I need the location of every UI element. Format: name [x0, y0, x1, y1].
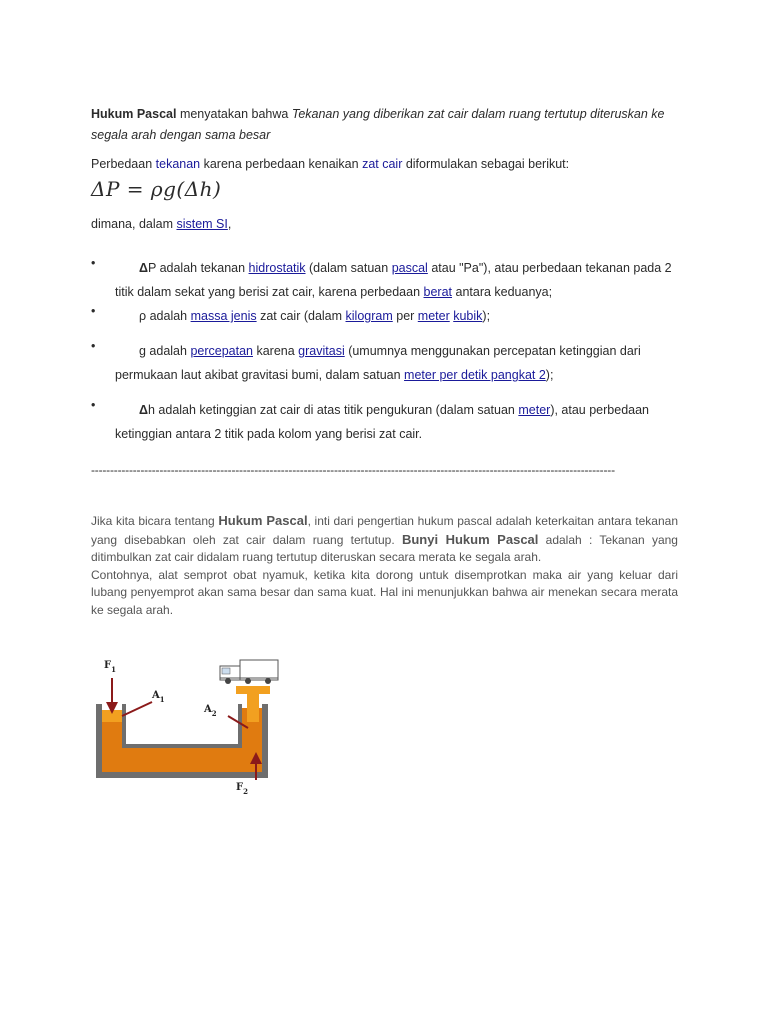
definition-delta-p: [91, 256, 681, 304]
formula-intro-text: diformulakan sebagai berikut:: [402, 157, 570, 171]
intro-verb: menyatakan bahwa: [176, 107, 292, 121]
f2-label: $F_2$: [236, 782, 248, 796]
delta-symbol: Δ: [139, 261, 148, 275]
link-berat[interactable]: berat: [423, 285, 453, 299]
si-line: [91, 217, 231, 231]
link-sistem-si[interactable]: sistem SI: [176, 217, 228, 231]
def-text: per: [392, 309, 418, 323]
explanation-paragraph: [91, 512, 678, 619]
definition-g: [91, 339, 681, 387]
def-text: ρ adalah: [139, 309, 191, 323]
bullet-icon: •: [91, 256, 96, 270]
def-text: atau "Pa"), atau perbedaan tekanan pada 2 titik dalam sekat yang berisi zat cair, karena perbedaan: [115, 261, 672, 299]
def-text: (dalam satuan: [305, 261, 392, 275]
formula-intro: [91, 157, 569, 171]
hukum-pascal-bold: Hukum Pascal: [218, 513, 308, 528]
definition-list: [91, 256, 681, 446]
bunyi-hukum-pascal-bold: Bunyi Hukum Pascal: [401, 531, 539, 547]
link-zat-cair[interactable]: zat cair: [362, 157, 403, 171]
intro-quote: Tekanan yang diberikan zat cair dalam ruang tertutup diteruskan ke segala arah dengan sama besar: [91, 107, 665, 142]
divider-line: ------------------------------------------------------------------------------------------------------------------------------------------: [91, 463, 615, 477]
link-meter[interactable]: meter: [518, 403, 551, 417]
def-text: (umumnya menggunakan percepatan ketinggian dari permukaan laut akibat gravitasi bumi, dalam satuan: [115, 344, 641, 382]
bullet-icon: •: [91, 398, 96, 412]
def-text: ), atau perbedaan ketinggian antara 2 titik pada kolom yang berisi zat cair.: [115, 403, 650, 441]
expl-text: Jika kita bicara tentang: [91, 514, 219, 528]
definition-rho: [91, 304, 681, 328]
liquid-bottom: [102, 748, 262, 772]
intro-paragraph: [91, 104, 691, 146]
link-percepatan[interactable]: percepatan: [190, 344, 253, 358]
definition-delta-h: [91, 398, 681, 446]
bullet-icon: •: [91, 339, 96, 353]
link-kilogram[interactable]: kilogram: [345, 309, 393, 323]
def-text: antara keduanya;: [452, 285, 553, 299]
bullet-icon: •: [91, 304, 96, 318]
link-meter-per-detik[interactable]: meter per detik pangkat 2: [404, 368, 546, 382]
delta-symbol: Δ: [139, 403, 148, 417]
expl-text: Contohnya, alat semprot obat nyamuk, ketika kita dorong untuk disemprotkan maka air yang keluar dari lubang penyemprot akan sama besar dan sama kuat. Hal ini menunjukkan bahwa air menekan secara merata ke segala arah.: [91, 567, 678, 617]
def-text: P adalah tekanan: [147, 261, 249, 275]
hydraulic-press-diagram: [90, 652, 290, 802]
expl-text: adalah : Tekanan yang ditimbulkan zat cair didalam ruang tertutup diteruskan secara merata ke segala arah.: [91, 532, 678, 564]
link-gravitasi[interactable]: gravitasi: [298, 344, 345, 358]
large-piston-stem: [247, 692, 259, 722]
hukum-pascal-term: Hukum Pascal: [91, 107, 177, 121]
formula-intro-text: karena perbedaan kenaikan: [200, 157, 363, 171]
def-text: );: [482, 309, 491, 323]
link-kubik[interactable]: kubik: [453, 309, 483, 323]
def-text: h adalah ketinggian zat cair di atas titik pengukuran (dalam satuan: [147, 403, 519, 417]
si-line-text: dimana, dalam: [91, 217, 177, 231]
large-piston-plate: [236, 686, 270, 694]
def-text: );: [545, 368, 554, 382]
link-pascal[interactable]: pascal: [391, 261, 428, 275]
si-line-text: ,: [227, 217, 232, 231]
a2-label: $A_2$: [204, 704, 217, 718]
a1-label: $A_1$: [152, 690, 165, 704]
def-text: zat cair (dalam: [256, 309, 346, 323]
truck-icon: [220, 660, 278, 684]
def-text: karena: [253, 344, 299, 358]
link-massa-jenis[interactable]: massa jenis: [190, 309, 257, 323]
link-hidrostatik[interactable]: hidrostatik: [248, 261, 306, 275]
def-text: g adalah: [139, 344, 191, 358]
formula-intro-text: Perbedaan: [91, 157, 156, 171]
link-tekanan[interactable]: tekanan: [155, 157, 201, 171]
expl-text: , inti dari pengertian hukum pascal adalah keterkaitan antara tekanan yang disebabkan oleh zat cair dalam ruang tertutup.: [91, 514, 679, 547]
f1-label: $F_1$: [104, 660, 116, 674]
link-meter[interactable]: meter: [417, 309, 450, 323]
pressure-formula: ΔP = ρg(Δh): [91, 177, 222, 201]
